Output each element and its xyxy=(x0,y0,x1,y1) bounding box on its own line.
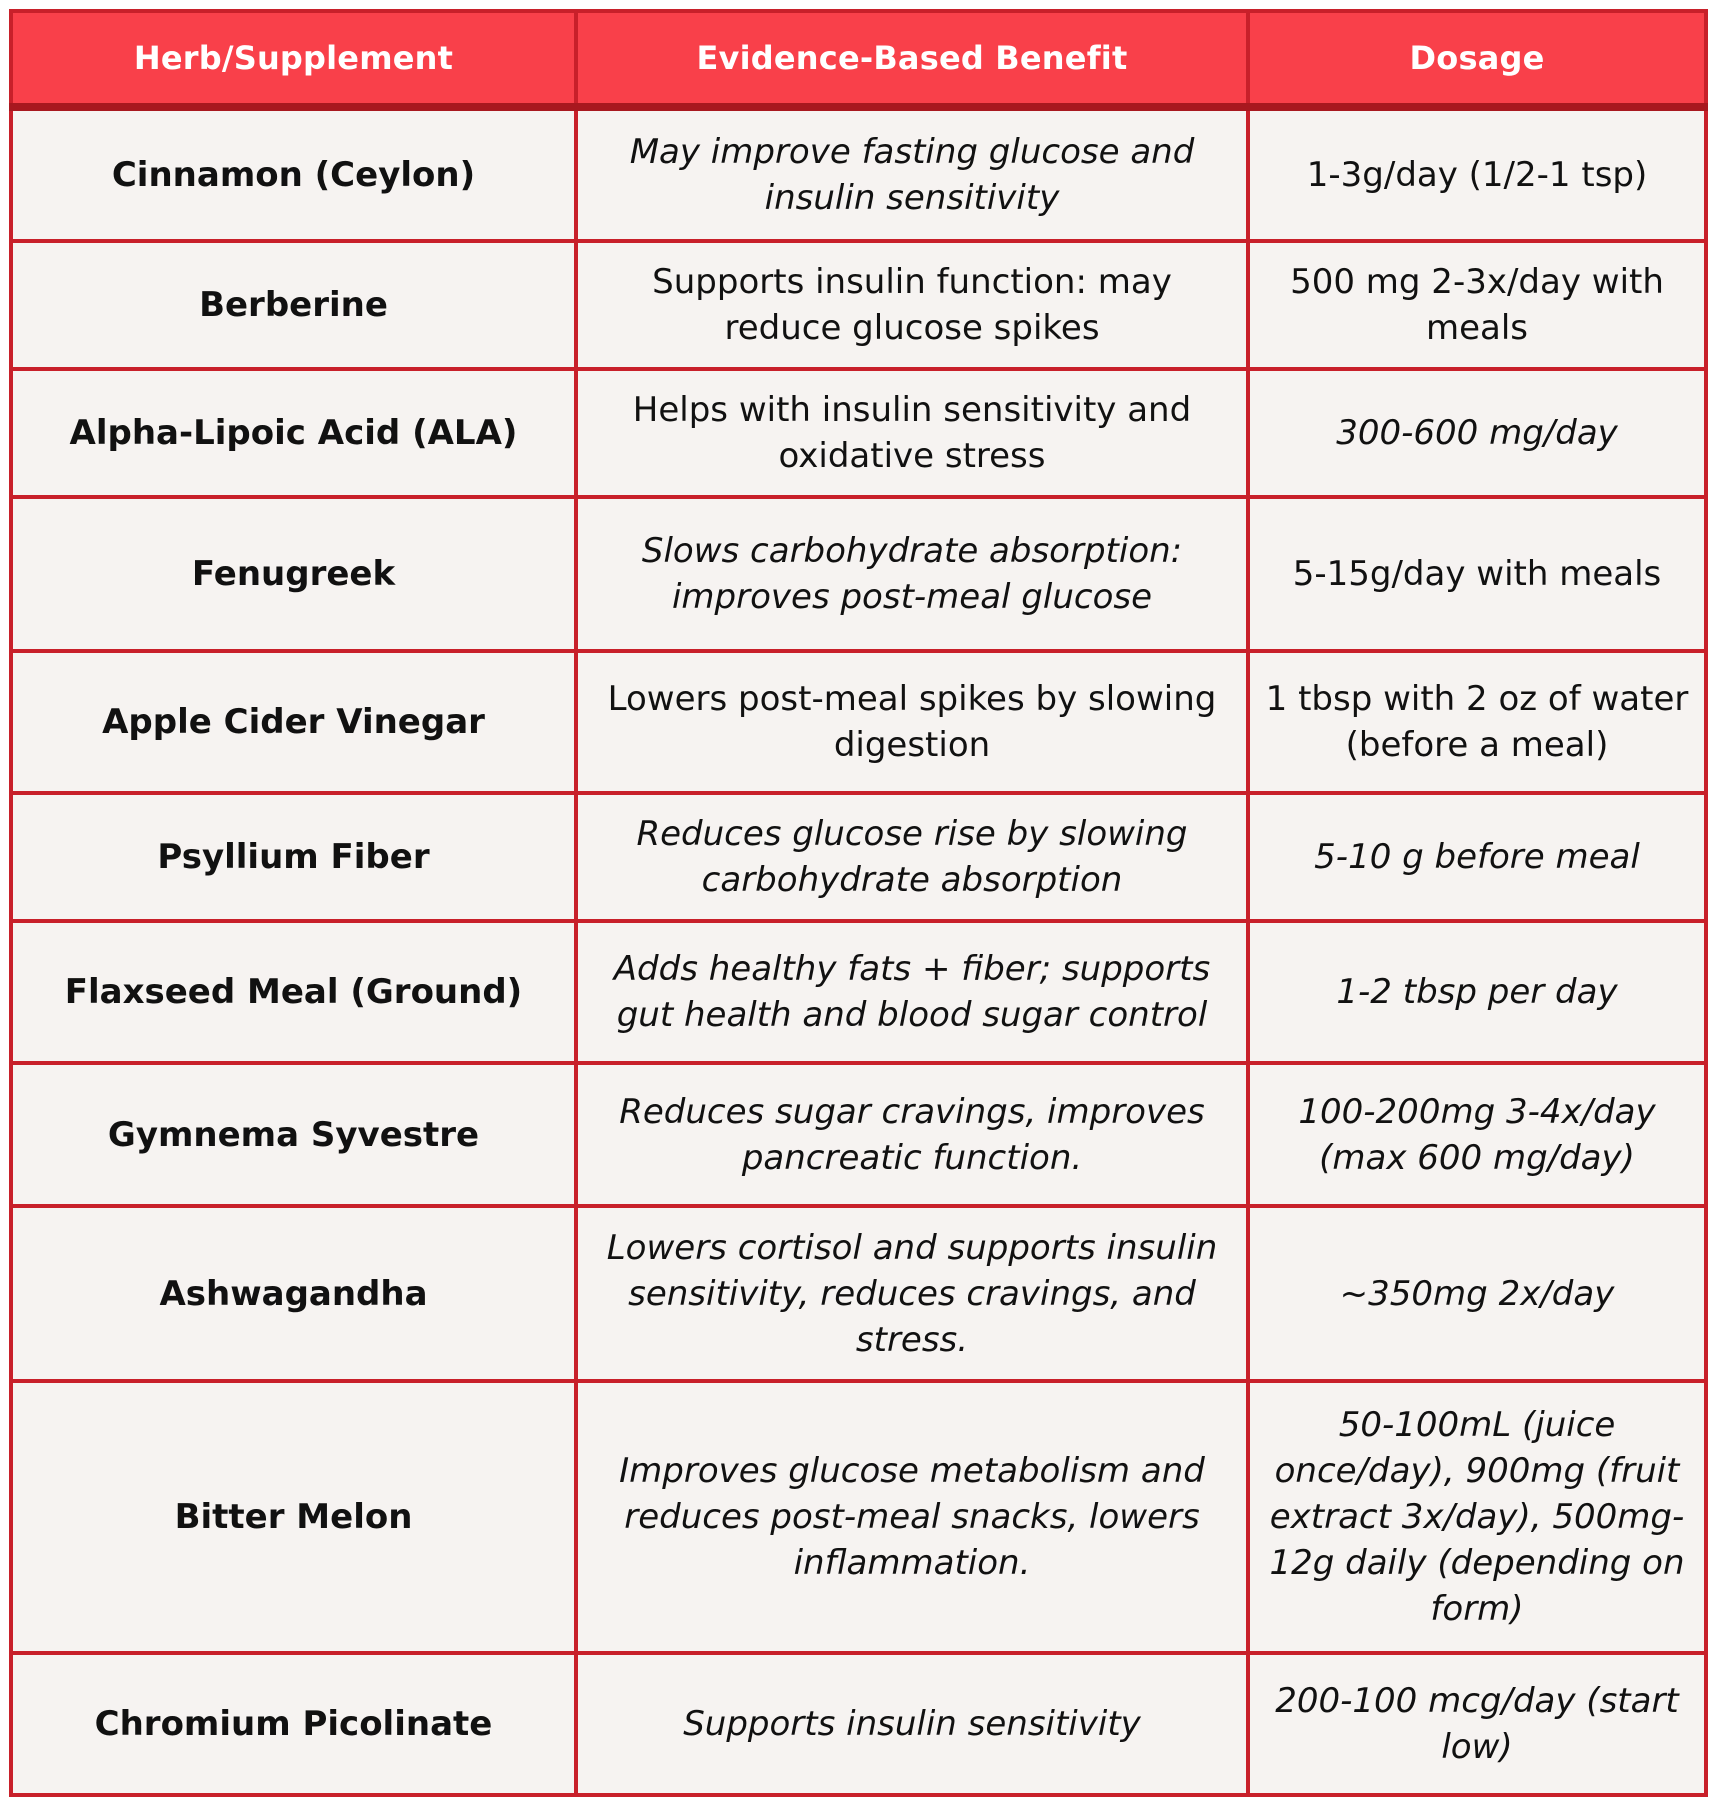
header-dosage: Dosage xyxy=(1248,11,1706,107)
table-row xyxy=(11,107,1706,241)
benefit-cell: Supports insulin function: may reduce glucose spikes xyxy=(576,241,1248,369)
herb-cell: Berberine xyxy=(11,241,576,369)
dosage-cell: 200-100 mcg/day (start low) xyxy=(1248,1653,1706,1795)
dosage-cell: 1-3g/day (1/2-1 tsp) xyxy=(1248,107,1706,241)
table-row xyxy=(11,1381,1706,1653)
dosage-cell: 1 tbsp with 2 oz of water (before a meal) xyxy=(1248,651,1706,793)
dosage-cell: 50-100mL (juice once/day), 900mg (fruit extract 3x/day), 500mg-12g daily (depending on form) xyxy=(1248,1381,1706,1653)
benefit-cell: Reduces glucose rise by slowing carbohydrate absorption xyxy=(576,793,1248,921)
table-header xyxy=(11,11,1706,107)
table-row xyxy=(11,651,1706,793)
dosage-cell: 1-2 tbsp per day xyxy=(1248,921,1706,1063)
benefit-cell: Lowers cortisol and supports insulin sensitivity, reduces cravings, and stress. xyxy=(576,1206,1248,1381)
herb-cell: Alpha-Lipoic Acid (ALA) xyxy=(11,369,576,497)
herb-cell: Ashwagandha xyxy=(11,1206,576,1381)
dosage-cell: ~350mg 2x/day xyxy=(1248,1206,1706,1381)
dosage-cell: 300-600 mg/day xyxy=(1248,369,1706,497)
herb-cell: Bitter Melon xyxy=(11,1381,576,1653)
table-row xyxy=(11,1063,1706,1206)
herb-cell: Psyllium Fiber xyxy=(11,793,576,921)
herb-cell: Gymnema Syvestre xyxy=(11,1063,576,1206)
benefit-cell: May improve fasting glucose and insulin sensitivity xyxy=(576,107,1248,241)
table-row xyxy=(11,241,1706,369)
dosage-cell: 500 mg 2-3x/day with meals xyxy=(1248,241,1706,369)
table-row xyxy=(11,497,1706,651)
herb-cell: Cinnamon (Ceylon) xyxy=(11,107,576,241)
table-row xyxy=(11,1653,1706,1795)
table-body xyxy=(11,107,1706,1795)
table-row xyxy=(11,793,1706,921)
benefit-cell: Helps with insulin sensitivity and oxidative stress xyxy=(576,369,1248,497)
table-row xyxy=(11,369,1706,497)
benefit-cell: Lowers post-meal spikes by slowing digestion xyxy=(576,651,1248,793)
herb-cell: Flaxseed Meal (Ground) xyxy=(11,921,576,1063)
header-herb: Herb/Supplement xyxy=(11,11,576,107)
benefit-cell: Slows carbohydrate absorption: improves post-meal glucose xyxy=(576,497,1248,651)
benefit-cell: Improves glucose metabolism and reduces post-meal snacks, lowers inflammation. xyxy=(576,1381,1248,1653)
dosage-cell: 100-200mg 3-4x/day (max 600 mg/day) xyxy=(1248,1063,1706,1206)
benefit-cell: Supports insulin sensitivity xyxy=(576,1653,1248,1795)
herb-cell: Fenugreek xyxy=(11,497,576,651)
header-benefit: Evidence-Based Benefit xyxy=(576,11,1248,107)
header-row xyxy=(11,11,1706,107)
herb-cell: Chromium Picolinate xyxy=(11,1653,576,1795)
supplement-table xyxy=(9,9,1708,1797)
benefit-cell: Reduces sugar cravings, improves pancreatic function. xyxy=(576,1063,1248,1206)
table-row xyxy=(11,1206,1706,1381)
table-row xyxy=(11,921,1706,1063)
benefit-cell: Adds healthy fats + fiber; supports gut health and blood sugar control xyxy=(576,921,1248,1063)
dosage-cell: 5-10 g before meal xyxy=(1248,793,1706,921)
herb-cell: Apple Cider Vinegar xyxy=(11,651,576,793)
dosage-cell: 5-15g/day with meals xyxy=(1248,497,1706,651)
supplement-table-container xyxy=(9,9,1704,1797)
